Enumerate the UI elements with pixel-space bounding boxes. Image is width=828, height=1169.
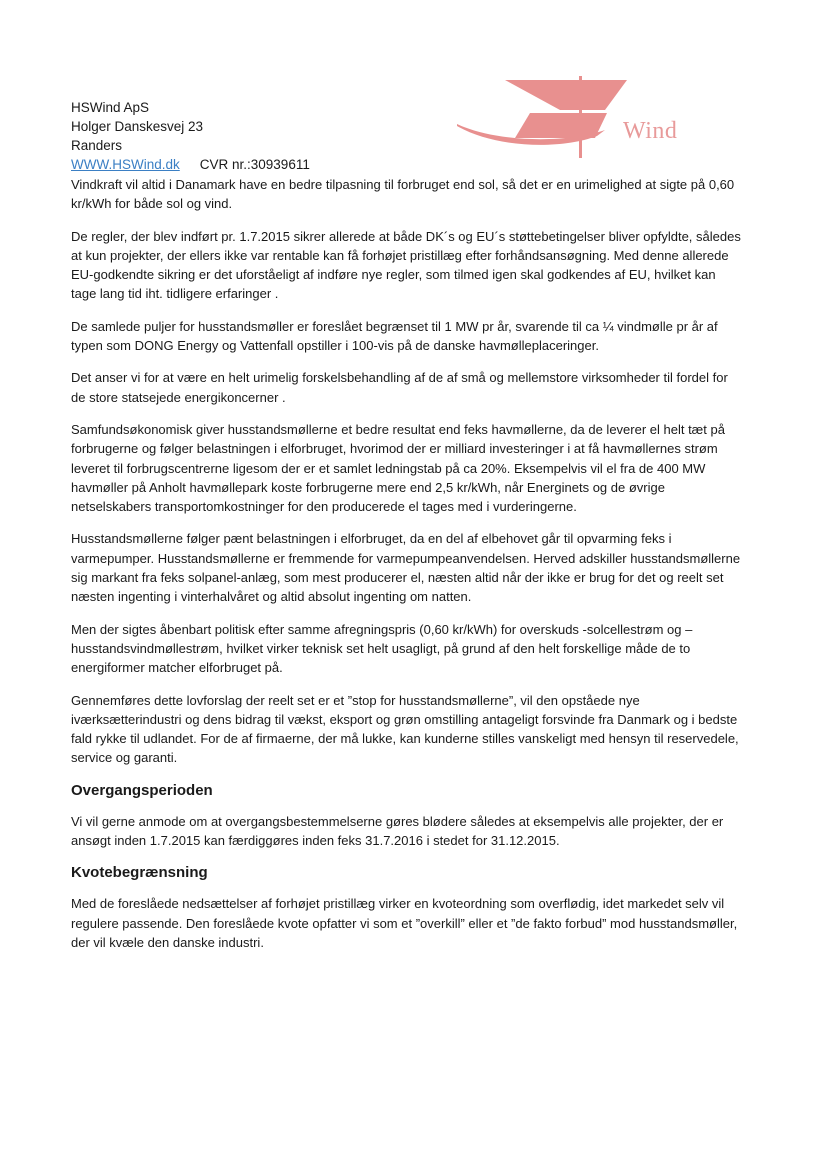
paragraph: De regler, der blev indført pr. 1.7.2015 sikrer allerede at både DK´s og EU´s støttebetingelser bliver opfyldte, således at kun projekter, der ellers ikke var rentable kan få forhøjet pristillæg efter forhåndsansøgning. Med denne allerede EU-godkendte sikring er det uforståeligt af indføre nye regler, som tilmed igen skal godkendes af EU, hvilket kan tage lang tid iht. tidligere erfaringer .: [71, 228, 741, 302]
street-address: Holger Danskesvej 23: [71, 119, 204, 134]
letter-body: [71, 175, 741, 965]
paragraph: De samlede puljer for husstandsmøller er foreslået begrænset til 1 MW pr år, svarende til ca ¼ vindmølle pr år af typen som DONG Energy og Vattenfall opstiller i 100-vis på de danske havmølleplaceringer.: [71, 318, 718, 354]
web-cvr-row: [71, 155, 310, 174]
paragraph: Men der sigtes åbenbart politisk efter samme afregningspris (0,60 kr/kWh) for overskuds -solcellestrøm og –husstandsvindmøllestrøm, hvilket virker teknisk set helt usagligt, på grund af den helt forskellige måde de to energiformer matcher elforbruget på.: [71, 621, 693, 676]
website-link[interactable]: WWW.HSWind.dk: [71, 157, 180, 172]
cvr-number: CVR nr.:30939611: [199, 157, 310, 172]
section-heading-transition: Overgangsperioden: [71, 781, 213, 799]
letterhead: [71, 98, 310, 174]
sail-bottom-left: [515, 113, 580, 138]
paragraph: Med de foreslåede nedsættelser af forhøjet pristillæg virker en kvoteordning som overflødig, idet markedet selv vil regulere passende. Den foreslåede kvote opfatter vi som et ”overkill” eller et ”de fakto forbud” mod husstandsmøller, der vil kvæle den danske industri.: [71, 896, 738, 950]
sail-top-right: [582, 80, 627, 110]
logo-wordmark: Wind: [623, 118, 678, 144]
company-name: HSWind ApS: [71, 100, 150, 115]
paragraph: Vindkraft vil altid i Danamark have en bedre tilpasning til forbruget end sol, så det er en urimelighed at sigte på 0,60 kr/kWh for både sol og vind.: [71, 177, 735, 212]
paragraph: Vi vil gerne anmode om at overgangsbestemmelserne gøres blødere således at eksempelvis alle projekter, der er ansøgt inden 1.7.2015 kan færdiggøres inden feks 31.7.2016 i stedet for 31.12.2015.: [71, 813, 724, 849]
paragraph: Det anser vi for at være en helt urimelig forskelsbehandling af de af små og mellemstore virksomheder til fordel for de store statsejede energikoncerner .: [71, 370, 728, 405]
mast: [579, 76, 582, 158]
company-logo: [455, 74, 695, 164]
city: Randers: [71, 138, 123, 153]
sail-top-left: [505, 80, 580, 110]
paragraph: Samfundsøkonomisk giver husstandsmøllerne et bedre resultat end feks havmøllerne, da de leverer el helt tæt på forbrugerne og følger belastningen i elforbruget, hvorimod der er milliard investeringer i at få havmøllernes strøm leveret til forbrugscentrerne ligesom der er et samlet ledningstab på ca 20%. Eksempelvis vil el fra de 400 MW havmøller på Anholt havmøllepark koste forbrugerne mere end 2,5 kr/kWh, når Energinets og de øvrige netselskabers transportomkostninger for den producerede el tages med i vurderingerne.: [71, 421, 725, 515]
paragraph: Gennemføres dette lovforslag der reelt set er et ”stop for husstandsmøllerne”, vil den opståede nye iværksætterindustri og dens bidrag til vækst, eksport og grøn omstilling antageligt forsvinde fra Danmark og i bedste fald rykke til udlandet. For de af firmaerne, der må lukke, kan kunderne stilles vanskeligt med hensyn til reservedele, service og garanti.: [71, 692, 739, 766]
paragraph: Husstandsmøllerne følger pænt belastningen i elforbruget, da en del af elbehovet går til opvarming feks i varmepumper. Husstandsmøllerne er fremmende for varmepumpeanvendelsen. Herved adskiller husstandsmøllerne sig markant fra feks solpanel-anlæg, som mest producerer el, næsten altid når der ikke er brug for det og reelt set næsten ingenting i vinterhalvåret og altid absolut ingenting om natten.: [71, 531, 741, 605]
section-heading-quota: Kvotebegrænsning: [71, 864, 208, 882]
